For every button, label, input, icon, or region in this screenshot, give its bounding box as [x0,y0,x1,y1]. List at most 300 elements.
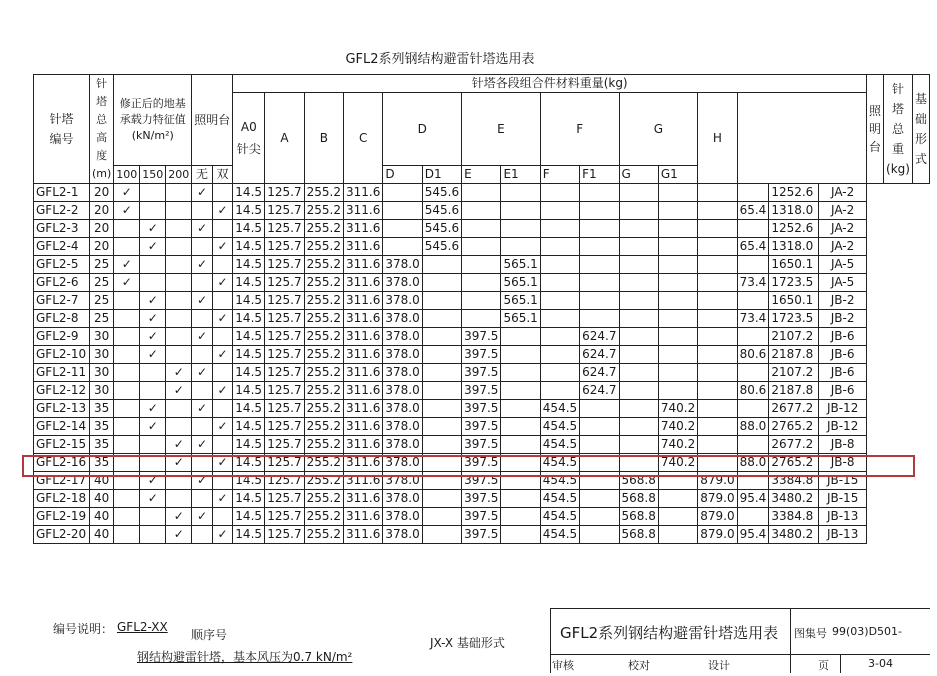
table-row [34,418,930,436]
table-cell: 2765.2 [769,418,819,436]
table-cell [212,184,233,202]
table-cell: 454.5 [540,400,579,418]
table-cell: 2677.2 [769,400,819,418]
table-cell: GFL2-20 [34,526,90,544]
table-cell: GFL2-10 [34,346,90,364]
table-cell [619,256,658,274]
table-cell: 397.5 [462,526,501,544]
table-cell [501,220,540,238]
table-cell [192,526,213,544]
table-cell: 255.2 [304,418,343,436]
table-cell [114,418,140,436]
table-cell: 454.5 [540,526,579,544]
table-cell: 454.5 [540,472,579,490]
table-cell: 125.7 [265,490,304,508]
table-cell: 14.5 [233,472,265,490]
table-cell: 879.0 [698,526,737,544]
header-soil-150: 150 [140,166,166,184]
table-cell: 568.8 [619,526,658,544]
table-row [34,436,930,454]
table-cell: 40 [89,508,113,526]
header-soil-100: 100 [114,166,140,184]
table-cell [422,526,461,544]
table-cell: 14.5 [233,526,265,544]
table-cell: 255.2 [304,382,343,400]
table-cell: 255.2 [304,274,343,292]
header-base: 基础 形式 [912,75,929,184]
table-cell [698,418,737,436]
table-cell [212,220,233,238]
table-cell [140,274,166,292]
table-cell: 740.2 [658,436,697,454]
review-label: 审核 [552,659,574,672]
table-cell: 311.6 [344,436,383,454]
table-cell [540,328,579,346]
table-cell: GFL2-1 [34,184,90,202]
table-cell [166,274,192,292]
table-cell [114,328,140,346]
table-cell: 14.5 [233,454,265,472]
table-cell: ✓ [140,220,166,238]
table-cell [737,508,769,526]
table-cell [140,508,166,526]
table-cell [698,382,737,400]
table-cell: 397.5 [462,472,501,490]
table-cell: 397.5 [462,346,501,364]
table-cell [140,526,166,544]
table-cell [501,382,540,400]
table-cell [658,274,697,292]
table-cell [422,382,461,400]
drawing-sheet [25,30,930,673]
table-cell: 20 [89,184,113,202]
table-cell: 311.6 [344,400,383,418]
table-cell: 80.6 [737,346,769,364]
table-cell: 65.4 [737,202,769,220]
table-cell: GFL2-9 [34,328,90,346]
table-cell: 311.6 [344,328,383,346]
table-cell: 25 [89,256,113,274]
table-cell [192,346,213,364]
header-seg-c: C [344,93,383,184]
table-cell: GFL2-7 [34,292,90,310]
table-cell: GFL2-8 [34,310,90,328]
table-cell [166,400,192,418]
table-cell [383,238,422,256]
table-cell: 378.0 [383,346,422,364]
table-cell [166,202,192,220]
table-cell [658,292,697,310]
table-cell [619,220,658,238]
table-cell: 311.6 [344,310,383,328]
table-cell: 378.0 [383,490,422,508]
table-cell [212,436,233,454]
table-cell: 255.2 [304,238,343,256]
table-cell: GFL2-19 [34,508,90,526]
table-cell: 568.8 [619,508,658,526]
table-cell [166,256,192,274]
table-cell [698,364,737,382]
table-cell: 95.4 [737,526,769,544]
header-height: 针塔 总 高度 (m) [89,75,113,184]
table-cell: GFL2-12 [34,382,90,400]
table-cell: 14.5 [233,382,265,400]
table-cell: 125.7 [265,184,304,202]
table-cell: 3480.2 [769,490,819,508]
table-cell: 311.6 [344,256,383,274]
table-cell: 125.7 [265,436,304,454]
table-cell [540,202,579,220]
table-cell: 3384.8 [769,508,819,526]
table-cell [580,526,619,544]
table-cell: 125.7 [265,328,304,346]
table-cell: 14.5 [233,202,265,220]
table-row [34,364,930,382]
table-row [34,256,930,274]
header-sub-e1: E1 [501,166,540,184]
table-cell: JB-13 [819,508,867,526]
table-cell: 1650.1 [769,256,819,274]
header-sub-f: F [540,166,579,184]
table-cell [540,256,579,274]
table-cell: ✓ [192,220,213,238]
table-cell [166,238,192,256]
table-cell: 624.7 [580,382,619,400]
table-cell [422,490,461,508]
table-cell: 1650.1 [769,292,819,310]
table-cell: JB-6 [819,346,867,364]
table-cell: 311.6 [344,508,383,526]
table-cell: 624.7 [580,328,619,346]
table-row [34,202,930,220]
table-cell [422,328,461,346]
table-cell: 1252.6 [769,220,819,238]
table-cell: 378.0 [383,274,422,292]
table-cell: JB-6 [819,328,867,346]
table-cell [422,508,461,526]
table-cell [698,346,737,364]
table-cell [580,418,619,436]
table-cell: ✓ [140,400,166,418]
table-cell: ✓ [114,274,140,292]
table-cell: 20 [89,238,113,256]
table-cell: 25 [89,292,113,310]
table-cell: 2677.2 [769,436,819,454]
table-cell [192,490,213,508]
check-label: 校对 [628,659,650,672]
table-row [34,382,930,400]
table-cell: 2107.2 [769,364,819,382]
table-cell: 397.5 [462,436,501,454]
table-cell: 25 [89,274,113,292]
table-cell: ✓ [192,472,213,490]
table-cell [114,346,140,364]
table-cell: 740.2 [658,454,697,472]
table-cell: 378.0 [383,526,422,544]
table-cell [737,184,769,202]
table-cell [619,292,658,310]
table-cell: ✓ [166,526,192,544]
table-cell: ✓ [212,490,233,508]
block-title: GFL2系列钢结构避雷针塔选用表 [560,624,779,642]
table-cell: 378.0 [383,310,422,328]
jx-label: JX-X 基础形式 [430,636,505,650]
table-row [34,346,930,364]
table-cell [658,310,697,328]
table-cell: 624.7 [580,364,619,382]
table-cell [619,436,658,454]
table-cell: 454.5 [540,508,579,526]
table-cell [114,292,140,310]
table-cell: 40 [89,472,113,490]
table-cell: JB-12 [819,418,867,436]
table-cell [580,202,619,220]
table-cell [192,274,213,292]
table-cell [166,310,192,328]
table-cell: 14.5 [233,490,265,508]
table-cell: 879.0 [698,490,737,508]
table-cell: GFL2-11 [34,364,90,382]
table-cell: 454.5 [540,454,579,472]
table-cell: 125.7 [265,364,304,382]
table-cell: 35 [89,436,113,454]
table-cell [114,400,140,418]
table-cell: GFL2-2 [34,202,90,220]
header-seg-h: H [698,93,737,184]
table-cell [212,256,233,274]
table-cell [501,508,540,526]
table-cell: JB-15 [819,472,867,490]
table-cell: ✓ [166,364,192,382]
table-cell: 255.2 [304,436,343,454]
table-cell [140,184,166,202]
table-cell [619,274,658,292]
table-cell: 125.7 [265,526,304,544]
table-cell [580,274,619,292]
page-label: 页 [818,659,829,672]
table-cell: 1723.5 [769,310,819,328]
table-cell: 255.2 [304,526,343,544]
table-cell [462,220,501,238]
table-cell [658,328,697,346]
table-cell: JA-2 [819,184,867,202]
header-sub-f1: F1 [580,166,619,184]
table-cell [698,202,737,220]
table-cell: ✓ [140,472,166,490]
table-cell: ✓ [212,382,233,400]
table-cell: 73.4 [737,274,769,292]
table-cell: 565.1 [501,310,540,328]
table-cell: 378.0 [383,382,422,400]
table-cell: 565.1 [501,292,540,310]
table-cell [212,508,233,526]
table-cell: 125.7 [265,310,304,328]
table-cell [212,292,233,310]
table-cell [114,310,140,328]
title-block [550,608,930,673]
table-cell: 14.5 [233,328,265,346]
table-cell: 311.6 [344,382,383,400]
table-cell: 40 [89,526,113,544]
footer [25,608,930,673]
table-cell: 14.5 [233,436,265,454]
header-seg-a: A [265,93,304,184]
table-cell [619,328,658,346]
table-cell [501,328,540,346]
table-cell: 255.2 [304,508,343,526]
table-cell: GFL2-14 [34,418,90,436]
table-cell: 378.0 [383,328,422,346]
table-cell: JA-2 [819,220,867,238]
table-cell [619,184,658,202]
table-cell: 378.0 [383,292,422,310]
table-cell [383,184,422,202]
table-row [34,220,930,238]
table-cell [114,364,140,382]
table-cell: 30 [89,328,113,346]
table-cell: ✓ [166,454,192,472]
table-cell: 125.7 [265,472,304,490]
header-light: 照明台 [192,75,233,166]
table-cell: ✓ [212,202,233,220]
table-cell: ✓ [166,382,192,400]
table-cell [619,382,658,400]
table-cell [580,490,619,508]
table-row [34,310,930,328]
header-sub-d: D [383,166,422,184]
table-cell: ✓ [212,418,233,436]
table-cell [114,238,140,256]
table-cell: 125.7 [265,274,304,292]
table-cell: 125.7 [265,256,304,274]
table-cell: 255.2 [304,490,343,508]
table-cell: 378.0 [383,418,422,436]
table-cell: ✓ [140,292,166,310]
table-cell [658,364,697,382]
table-cell: 14.5 [233,292,265,310]
table-cell [422,400,461,418]
table-cell [422,346,461,364]
table-row [34,508,930,526]
table-cell: 125.7 [265,202,304,220]
table-cell: 378.0 [383,400,422,418]
table-cell [166,328,192,346]
table-cell: GFL2-15 [34,436,90,454]
table-cell: ✓ [114,184,140,202]
header-no: 针塔 编号 [34,75,90,184]
table-cell: 30 [89,364,113,382]
table-cell: 879.0 [698,508,737,526]
table-cell: JB-2 [819,292,867,310]
table-cell [580,220,619,238]
table-cell [192,238,213,256]
table-cell: 125.7 [265,508,304,526]
table-cell [737,328,769,346]
table-cell: GFL2-13 [34,400,90,418]
header-sub-e: E [462,166,501,184]
table-cell [462,292,501,310]
table-cell [658,202,697,220]
table-cell [212,400,233,418]
header-seg-d: D [383,93,462,166]
table-cell [422,292,461,310]
table-cell [501,490,540,508]
table-cell: ✓ [212,526,233,544]
table-cell [462,184,501,202]
table-cell: GFL2-17 [34,472,90,490]
table-cell [619,238,658,256]
table-cell [698,274,737,292]
table-row [34,328,930,346]
table-cell [540,238,579,256]
highlight-row-frame [22,455,915,477]
table-cell: 14.5 [233,274,265,292]
table-cell: 1723.5 [769,274,819,292]
table-cell [192,418,213,436]
table-cell [580,238,619,256]
header-a0: A0 针尖 [233,93,265,184]
table-cell [737,220,769,238]
table-cell: 125.7 [265,400,304,418]
table-cell: 1252.6 [769,184,819,202]
table-cell: 25 [89,310,113,328]
table-cell: 311.6 [344,202,383,220]
table-cell [580,292,619,310]
table-cell: GFL2-3 [34,220,90,238]
table-cell: JB-8 [819,436,867,454]
table-cell [501,346,540,364]
table-cell [501,364,540,382]
table-cell: 95.4 [737,490,769,508]
table-cell [501,238,540,256]
table-cell [501,526,540,544]
table-cell: 378.0 [383,256,422,274]
table-cell: JA-5 [819,256,867,274]
table-cell: ✓ [140,328,166,346]
table-cell [698,238,737,256]
table-cell: 545.6 [422,220,461,238]
table-cell [114,220,140,238]
table-cell: 2107.2 [769,328,819,346]
table-cell: 378.0 [383,436,422,454]
table-cell: 125.7 [265,346,304,364]
table-cell: 740.2 [658,418,697,436]
table-cell: ✓ [140,346,166,364]
table-cell: 125.7 [265,454,304,472]
table-cell: 255.2 [304,364,343,382]
table-cell [540,382,579,400]
table-cell: 30 [89,382,113,400]
table-cell [212,328,233,346]
table-cell: 311.6 [344,364,383,382]
table-cell [698,436,737,454]
table-row [34,274,930,292]
table-cell: 255.2 [304,472,343,490]
table-cell: 14.5 [233,418,265,436]
table-cell: ✓ [114,256,140,274]
table-cell [114,436,140,454]
table-cell: ✓ [140,238,166,256]
table-cell: 397.5 [462,382,501,400]
table-cell: 14.5 [233,220,265,238]
table-cell: JA-5 [819,274,867,292]
table-cell [540,220,579,238]
table-cell [422,418,461,436]
table-cell [580,508,619,526]
table-row [34,526,930,544]
table-cell: GFL2-5 [34,256,90,274]
table-cell [192,202,213,220]
